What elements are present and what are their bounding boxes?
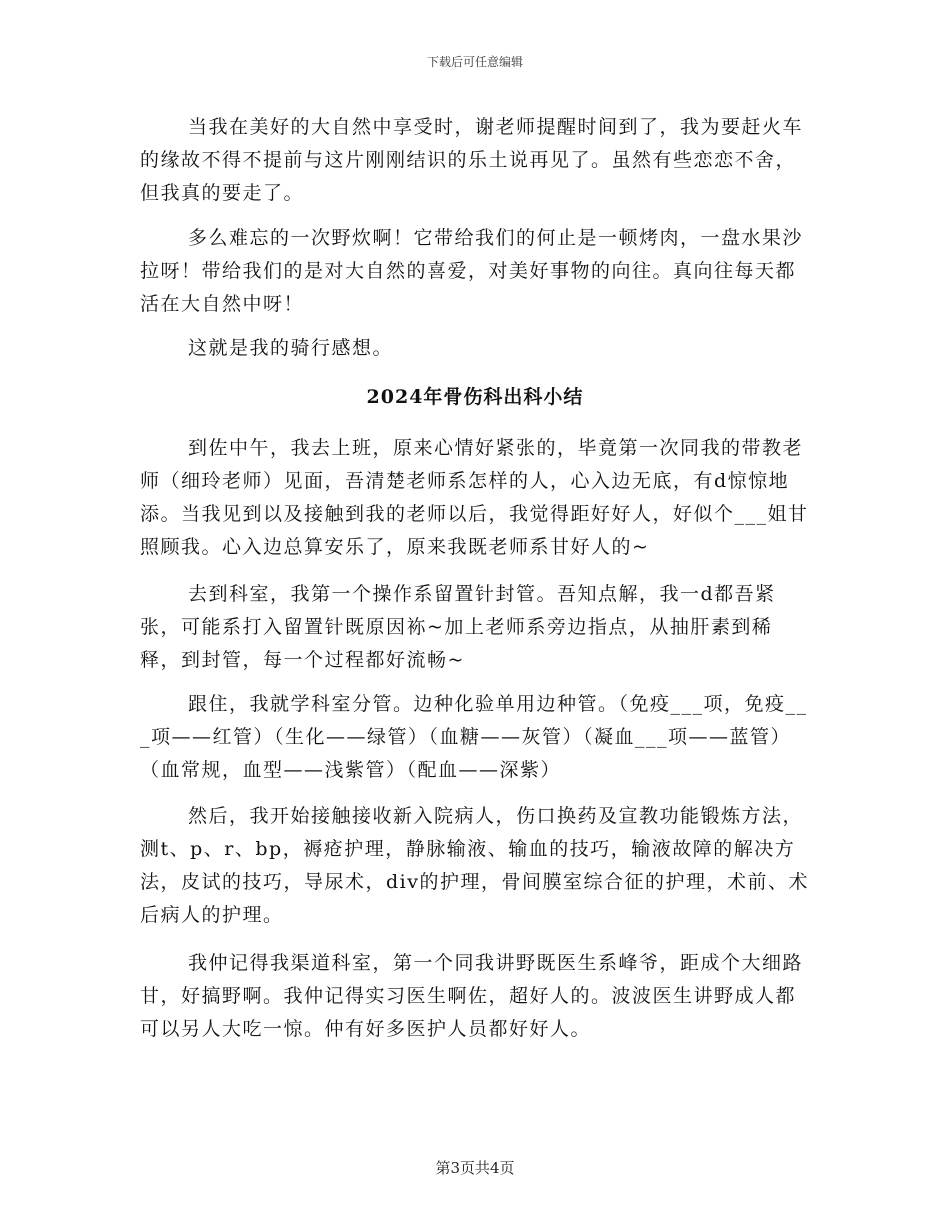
paragraph-ride-feelings: 这就是我的骑行感想。 — [188, 337, 394, 359]
paragraph-tube-sorting: 跟住，我就学科室分管。边种化验单用边种管。（免疫___项，免疫___项——红管）（生化——绿管）（血糖——灰管）（凝血___项——蓝管）（血常规，血型——浅紫管）（配血——深紫） — [140, 693, 808, 781]
paragraph-picnic-memory: 多么难忘的一次野炊啊！它带给我们的何止是一顿烤肉，一盘水果沙拉呀！带给我们的是对大自然的喜爱，对美好事物的向往。真向往每天都活在大自然中呀！ — [140, 227, 804, 315]
paragraph-first-day: 到佐中午，我去上班，原来心情好紧张的，毕竟第一次同我的带教老师（细玲老师）见面，吾清楚老师系怎样的人，心入边无底，有d惊惊地添。当我见到以及接触到我的老师以后，我觉得距好好人，好似个___姐甘照顾我。心入边总算安乐了，原来我既老师系甘好人的~ — [140, 437, 809, 558]
page-number: 第3页共4页 — [435, 1159, 515, 1177]
paragraph-first-operation: 去到科室，我第一个操作系留置针封管。吾知点解，我一d都吾紧张，可能系打入留置针既原因袮~加上老师系旁边指点，从抽肝素到稀释，到封管，每一个过程都好流畅~ — [140, 583, 776, 671]
paragraph-nursing-skills: 然后，我开始接触接收新入院病人，伤口换药及宣教功能锻炼方法，测t、p、r、bp，褥疮护理，静脉输液、输血的技巧，输液故障的解决方法，皮试的技巧，导尿术，div的护理，骨间膜室综合征的护理，术前、术后病人的护理。 — [140, 805, 809, 926]
paragraph-leaving-nature: 当我在美好的大自然中享受时，谢老师提醒时间到了，我为要赶火车的缘故不得不提前与这片刚刚结识的乐土说再见了。虽然有些恋恋不舍，但我真的要走了。 — [140, 116, 804, 204]
page-header: 下载后可任意编辑 — [426, 55, 523, 69]
section-title: 2024年骨伤科出科小结 — [366, 386, 584, 408]
paragraph-colleagues: 我仲记得我渠道科室，第一个同我讲野既医生系峰爷，距成个大细路甘，好搞野啊。我仲记得实习医生啊佐，超好人的。波波医生讲野成人都可以另人大吃一惊。仲有好多医护人员都好好人。 — [140, 952, 804, 1040]
